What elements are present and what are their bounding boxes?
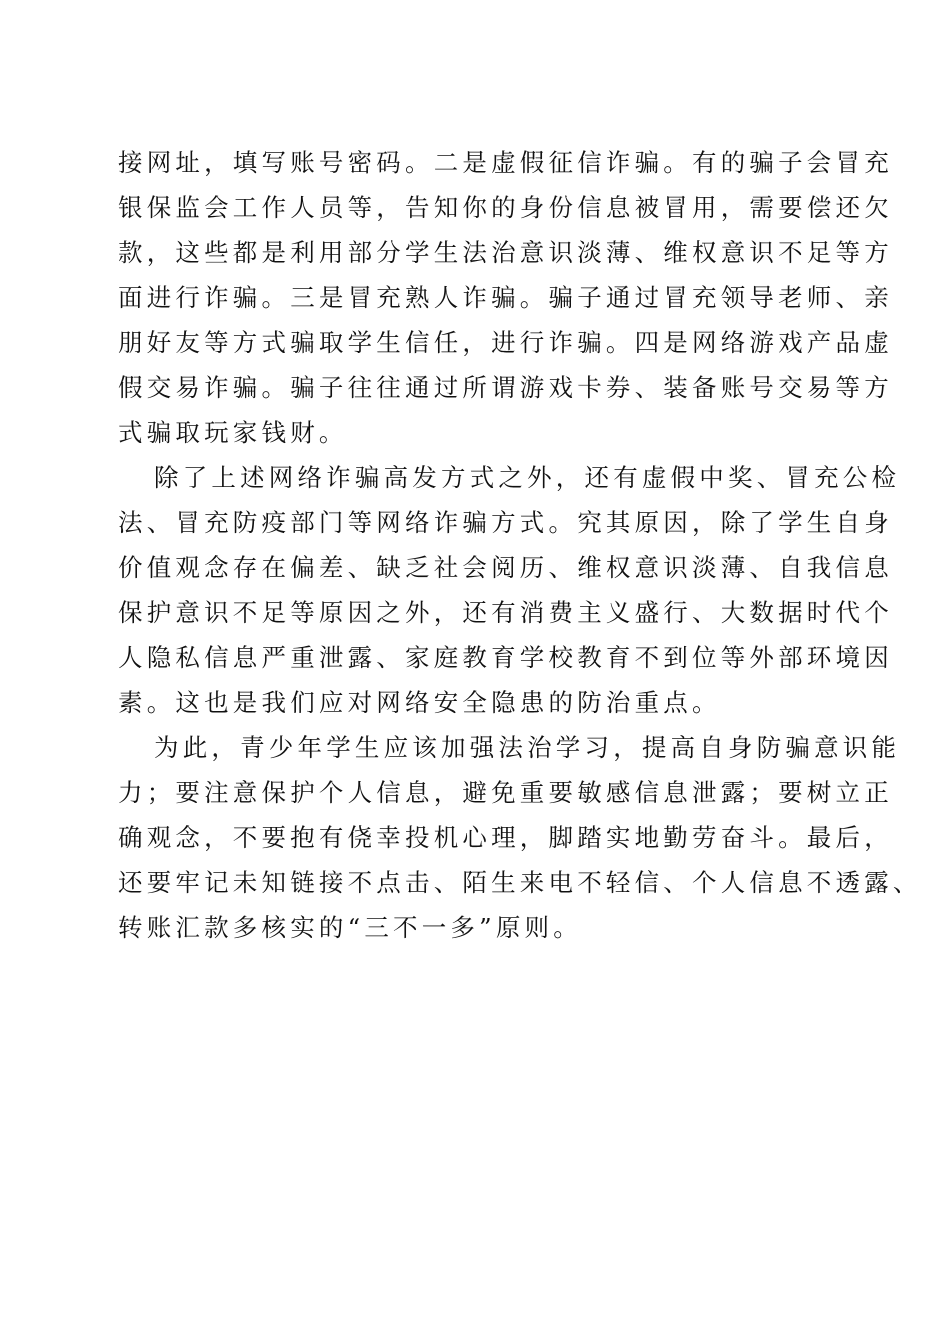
paragraph-3 [118,725,922,950]
text-line: 还要牢记未知链接不点击、陌生来电不轻信、个人信息不透露、 [118,868,922,897]
text-line: 款，这些都是利用部分学生法治意识淡薄、维权意识不足等方 [118,238,893,267]
text-line: 为此，青少年学生应该加强法治学习，提高自身防骗意识能 [154,733,901,762]
text-line: 面进行诈骗。三是冒充熟人诈骗。骗子通过冒充领导老师、亲 [118,283,893,312]
text-line: 式骗取玩家钱财。 [118,418,348,447]
text-line: 接网址，填写账号密码。二是虚假征信诈骗。有的骗子会冒充 [118,148,893,177]
document-page [118,140,922,950]
text-line: 素。这也是我们应对网络安全隐患的防治重点。 [118,688,721,717]
text-line: 人隐私信息严重泄露、家庭教育学校教育不到位等外部环境因 [118,643,893,672]
text-line: 朋好友等方式骗取学生信任，进行诈骗。四是网络游戏产品虚 [118,328,893,357]
text-line: 价值观念存在偏差、缺乏社会阅历、维权意识淡薄、自我信息 [118,553,893,582]
paragraph-2 [118,455,901,725]
text-line: 力；要注意保护个人信息，避免重要敏感信息泄露；要树立正 [118,778,893,807]
text-line: 除了上述网络诈骗高发方式之外，还有虚假中奖、冒充公检 [154,463,901,492]
text-line: 保护意识不足等原因之外，还有消费主义盛行、大数据时代个 [118,598,893,627]
text-line: 法、冒充防疫部门等网络诈骗方式。究其原因，除了学生自身 [118,508,893,537]
text-line: 银保监会工作人员等，告知你的身份信息被冒用，需要偿还欠 [118,193,893,222]
text-line: 确观念，不要抱有侥幸投机心理，脚踏实地勤劳奋斗。最后， [118,823,893,852]
text-line: 转账汇款多核实的“三不一多”原则。 [118,913,582,942]
text-line: 假交易诈骗。骗子往往通过所谓游戏卡券、装备账号交易等方 [118,373,893,402]
paragraph-1 [118,140,893,455]
